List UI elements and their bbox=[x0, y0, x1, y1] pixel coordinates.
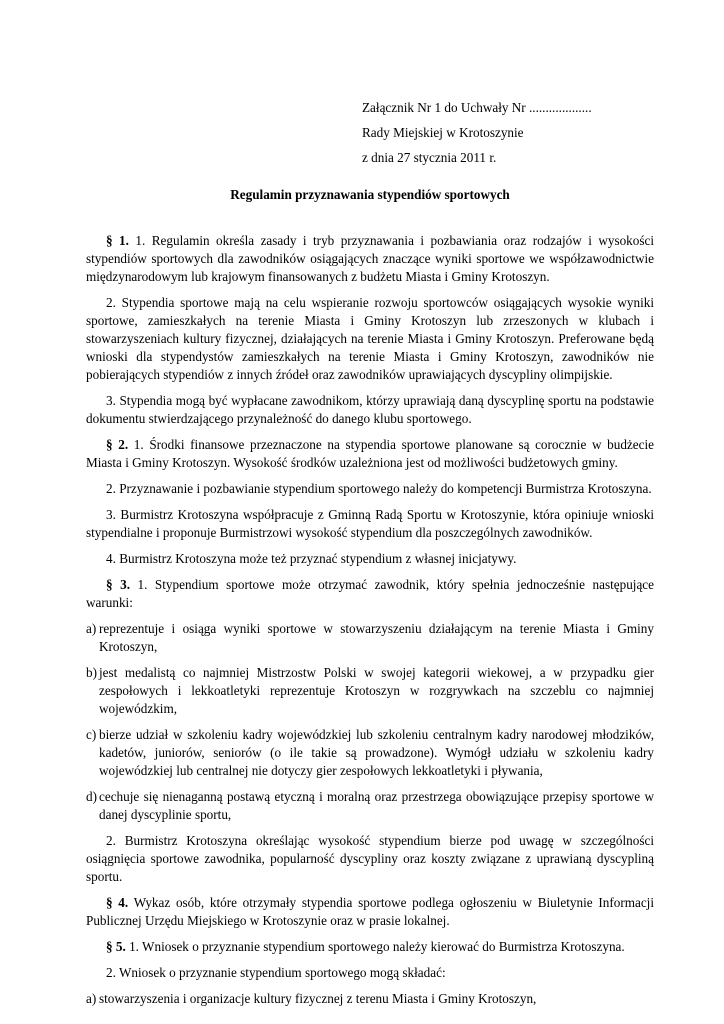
document-body bbox=[86, 232, 654, 1016]
section-5-paragraph-1: § 5. 1. Wniosek o przyznanie stypendium sportowego należy kierować do Burmistrza Krotoszyna. bbox=[106, 939, 625, 954]
section-2-paragraph-4: 4. Burmistrz Krotoszyna może też przyznać stypendium z własnej inicjatywy. bbox=[106, 551, 517, 566]
section-3-mark: § 3. bbox=[106, 577, 130, 592]
header-line-date: z dnia 27 stycznia 2011 r. bbox=[362, 150, 497, 165]
list-item: d) cechuje się nienaganną postawą etyczną i moralną oraz przestrzega obowiązujące przepisy sportowe w danej dyscyplinie sportu, bbox=[86, 789, 654, 822]
section-2-paragraph-3: 3. Burmistrz Krotoszyna współpracuje z Gminną Radą Sportu w Krotoszynie, która opiniuje wnioski stypendialne i proponuje Burmistrzowi wysokość stypendium dla poszczególnych zawodników. bbox=[86, 507, 654, 540]
list-item: a) stowarzyszenia i organizacje kultury fizycznej z terenu Miasta i Gminy Krotoszyn, bbox=[86, 991, 537, 1006]
section-4-mark: § 4. bbox=[106, 895, 129, 910]
section-5-paragraph-2: 2. Wniosek o przyznanie stypendium sportowego mogą składać: bbox=[106, 965, 446, 980]
section-4-paragraph-1: § 4. Wykaz osób, które otrzymały stypendia sportowe podlega ogłoszeniu w Biuletynie Informacji Publicznej Urzędu Miejskiego w Krotoszynie oraz w prasie lokalnej. bbox=[86, 895, 655, 928]
section-1-paragraph-2: 2. Stypendia sportowe mają na celu wspieranie rozwoju sportowców osiągających wysokie wyniki sportowe, zamieszkałych na terenie Miasta i Gminy Krotoszyn lub zrzeszonych w klubach i stowarzyszeniach kultury fizycznej, działających na terenie Miasta i Gminy Krotoszyn. Preferowane będą wnioski dla stypendystów zamieszkałych na terenie Miasta i Gminy Krotoszyn, zawodników nie pobierających stypendiów z innych źródeł oraz zawodników uprawiających dyscypliny olimpijskie. bbox=[86, 295, 654, 382]
section-1-paragraph-3: 3. Stypendia mogą być wypłacane zawodnikom, którzy uprawiają daną dyscyplinę sportu na podstawie dokumentu stwierdzającego przynależność do danego klubu sportowego. bbox=[86, 393, 654, 426]
section-2-paragraph-1: § 2. 1. Środki finansowe przeznaczone na stypendia sportowe planowane są corocznie w budżecie Miasta i Gminy Krotoszyn. Wysokość środków uzależniona jest od możliwości budżetowych gminy. bbox=[86, 437, 655, 470]
list-item: b) jest medalistą co najmniej Mistrzostw Polski w swojej kategorii wiekowej, a w przypadku gier zespołowych i lekkoatletyki reprezentuje Krotoszyn w rozgrywkach na szczeblu co najmniej wojewódzkim, bbox=[86, 665, 654, 716]
header-line-resolution: Załącznik Nr 1 do Uchwały Nr ................... bbox=[362, 100, 592, 115]
section-5-mark: § 5. bbox=[106, 939, 126, 954]
section-3-paragraph-2: 2. Burmistrz Krotoszyna określając wysokość stypendium bierze pod uwagę w szczególności osiągnięcia sportowe zawodnika, popularność dyscypliny oraz koszty związane z uprawianą dyscypliną sportu. bbox=[86, 833, 654, 884]
section-3-paragraph-1: § 3. 1. Stypendium sportowe może otrzymać zawodnik, który spełnia jednocześnie następujące warunki: bbox=[86, 577, 655, 610]
section-2-mark: § 2. bbox=[106, 437, 129, 452]
attachment-header bbox=[362, 95, 662, 170]
section-1-mark: § 1. bbox=[106, 233, 129, 248]
header-line-council: Rady Miejskiej w Krotoszynie bbox=[362, 125, 524, 140]
list-item: c) bierze udział w szkoleniu kadry wojewódzkiej lub szkoleniu centralnym kadry narodowej młodzików, kadetów, juniorów, seniorów (o ile takie są prowadzone). Wymógł udziału w szkoleniu kadry wojewódzkiej lub centralnej nie dotyczy gier zespołowych lekkoatletyki i pływania, bbox=[86, 727, 654, 778]
document-title: Regulamin przyznawania stypendiów sportowych bbox=[230, 187, 510, 202]
list-item: a) reprezentuje i osiąga wyniki sportowe w stowarzyszeniu działającym na terenie Miasta i Gminy Krotoszyn, bbox=[86, 621, 654, 654]
section-2-paragraph-2: 2. Przyznawanie i pozbawianie stypendium sportowego należy do kompetencji Burmistrza Krotoszyna. bbox=[106, 481, 652, 496]
section-1-paragraph-1: § 1. 1. Regulamin określa zasady i tryb przyznawania i pozbawiania oraz rodzajów i wysokości stypendiów sportowych dla zawodników osiągających znaczące wyniki sportowe we współzawodnictwie międzynarodowym lub krajowym finansowanych z budżetu Miasta i Gminy Krotoszyn. bbox=[86, 233, 655, 284]
